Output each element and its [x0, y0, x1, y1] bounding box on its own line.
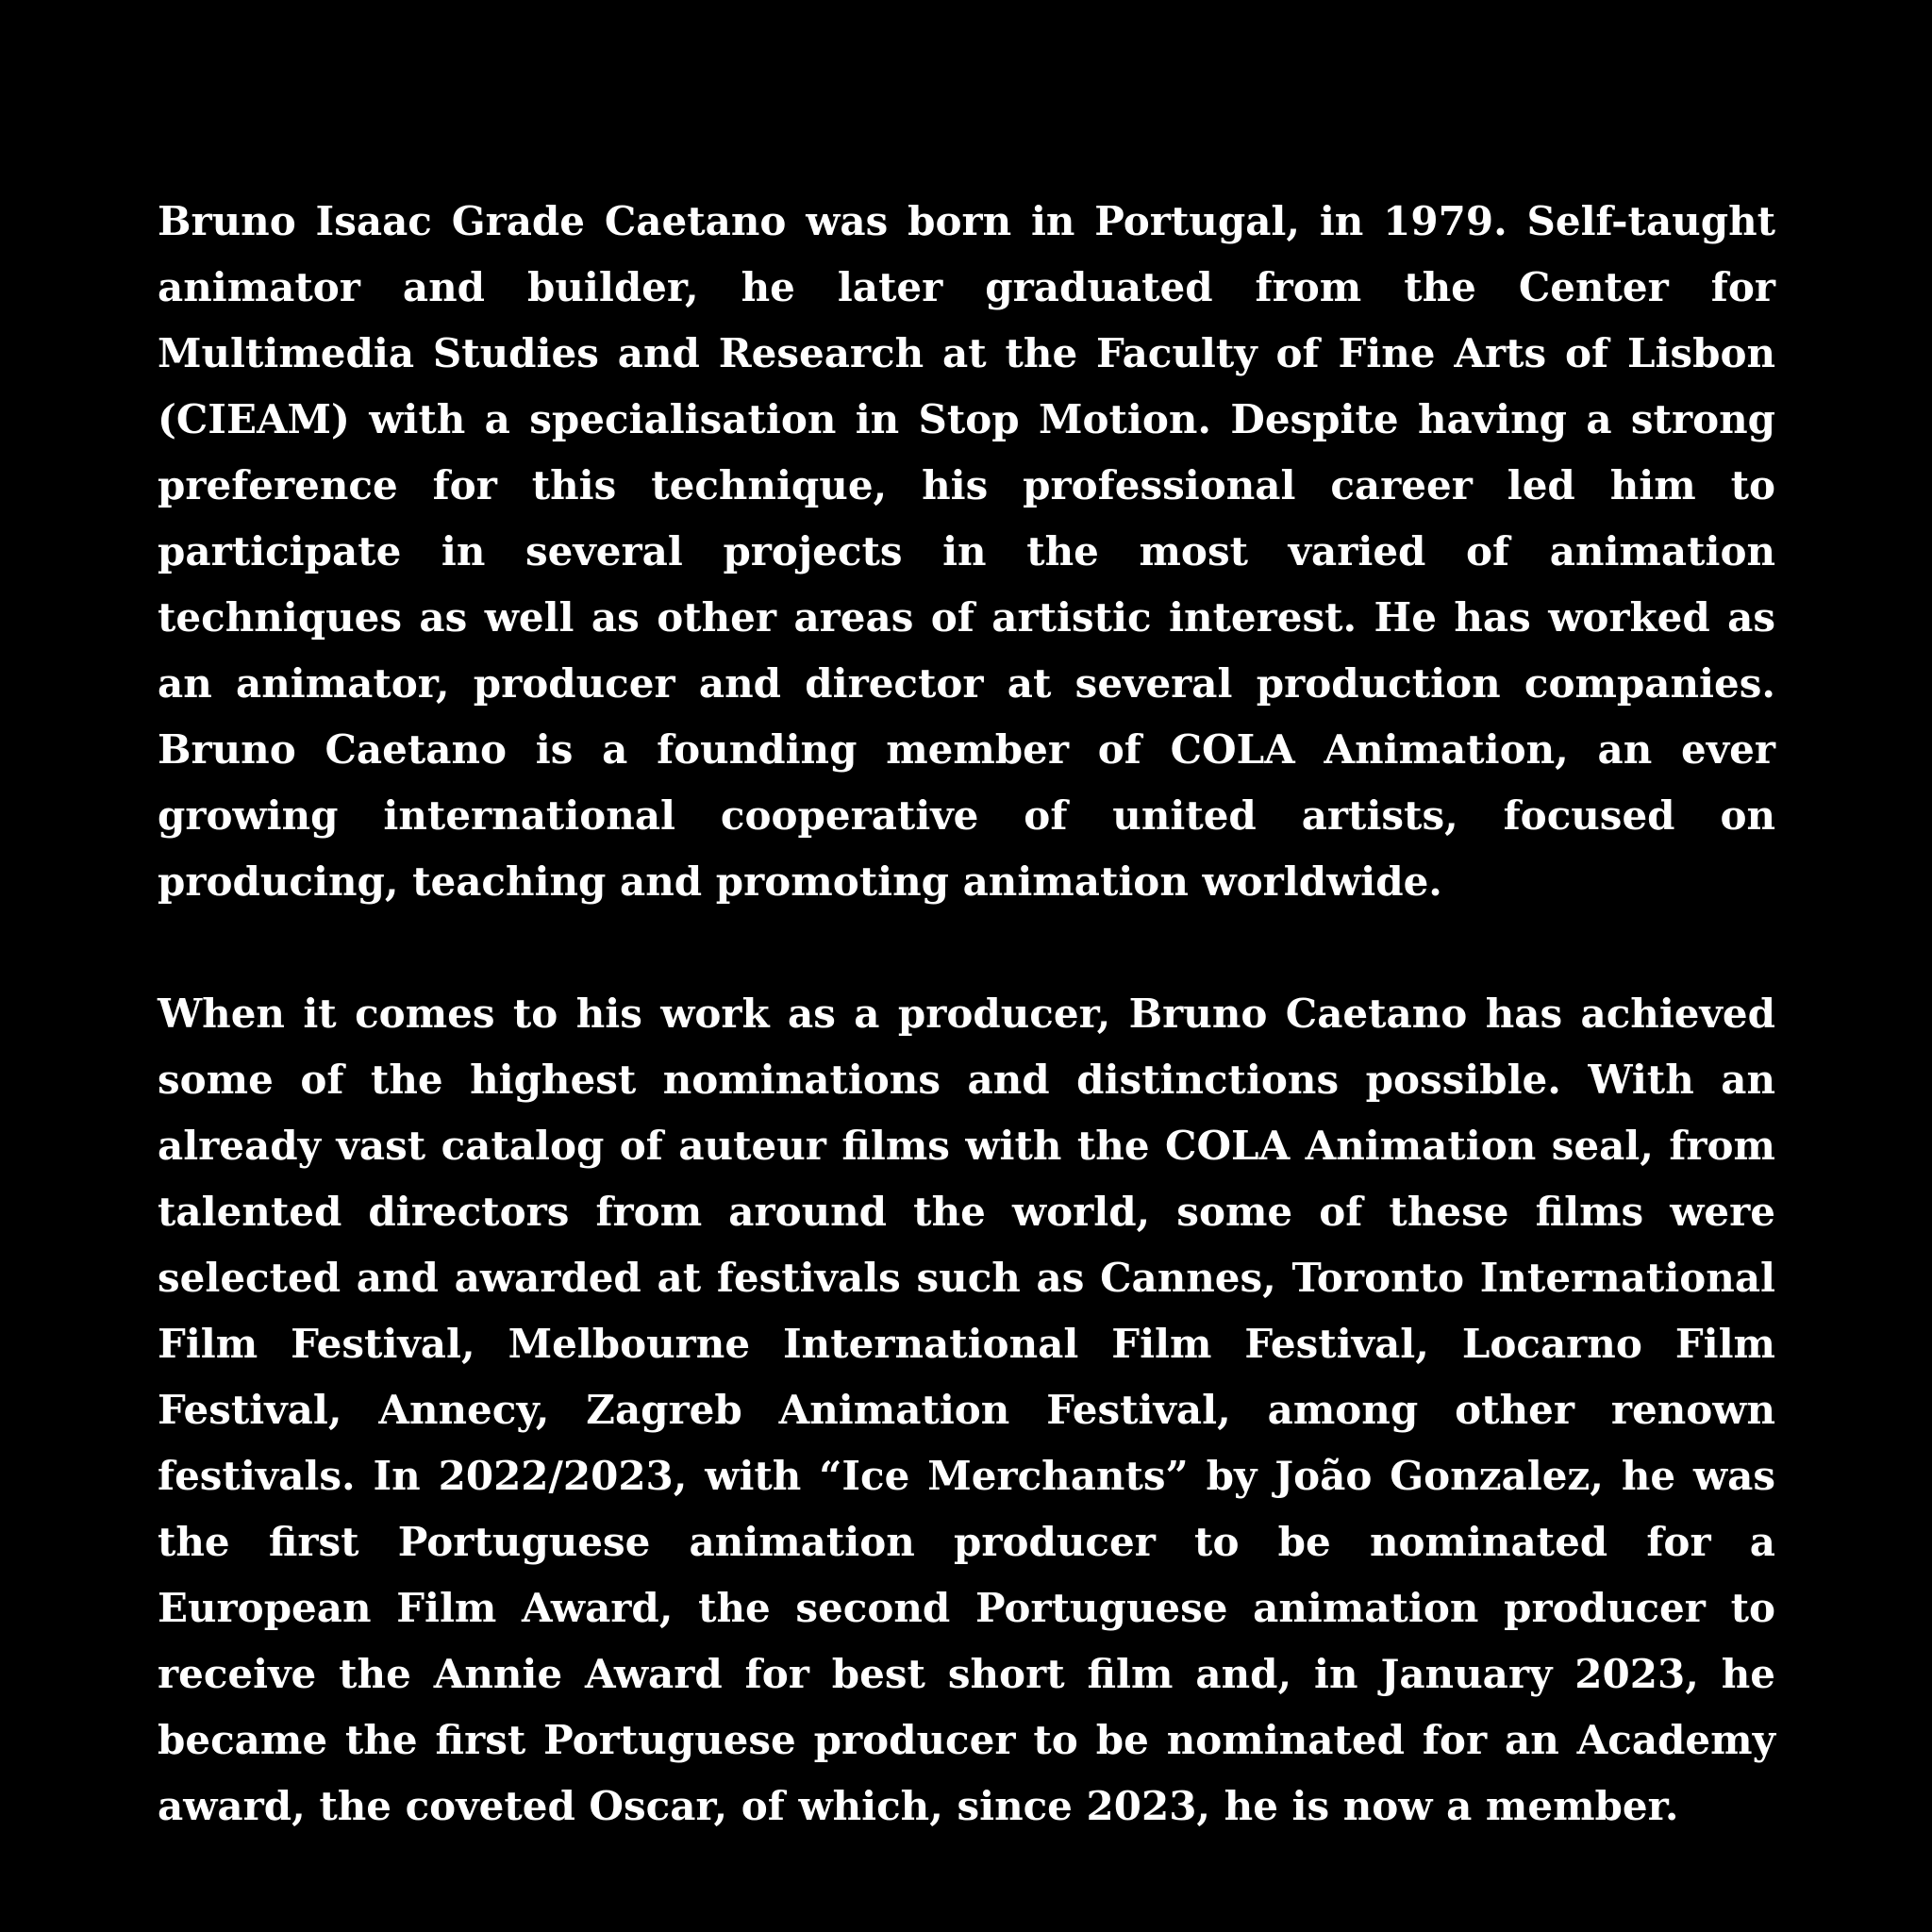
bio-text-block — [158, 189, 1775, 1840]
bio-paragraph-early-career: Bruno Isaac Grade Caetano was born in Portugal, in 1979. Self-taught animator and builder, he later graduated from the Center for Multimedia Studies and Research at the Faculty of Fine Arts of Lisbon (CIEAM) with a specialisation in Stop Motion. Despite having a strong preference for this technique, his professional career led him to participate in several projects in the most varied of animation techniques as well as other areas of artistic interest. He has worked as an animator, producer and director at several production companies. Bruno Caetano is a founding member of COLA Animation, an ever growing international cooperative of united artists, focused on producing, teaching and promoting animation worldwide. — [158, 198, 1775, 905]
bio-paragraph-producer-achievements: When it comes to his work as a producer, Bruno Caetano has achieved some of the highest nominations and distinctions possible. With an already vast catalog of auteur films with the COLA Animation seal, from talented directors from around the world, some of these films were selected and awarded at festivals such as Cannes, Toronto International Film Festival, Melbourne International Film Festival, Locarno Film Festival, Annecy, Zagreb Animation Festival, among other renown festivals. In 2022/2023, with “Ice Merchants” by João Gonzalez, he was the first Portuguese animation producer to be nominated for a European Film Award, the second Portuguese animation producer to receive the Annie Award for best short film and, in January 2023, he became the first Portuguese producer to be nominated for an Academy award, the coveted Oscar, of which, since 2023, he is now a member. — [158, 991, 1775, 1829]
